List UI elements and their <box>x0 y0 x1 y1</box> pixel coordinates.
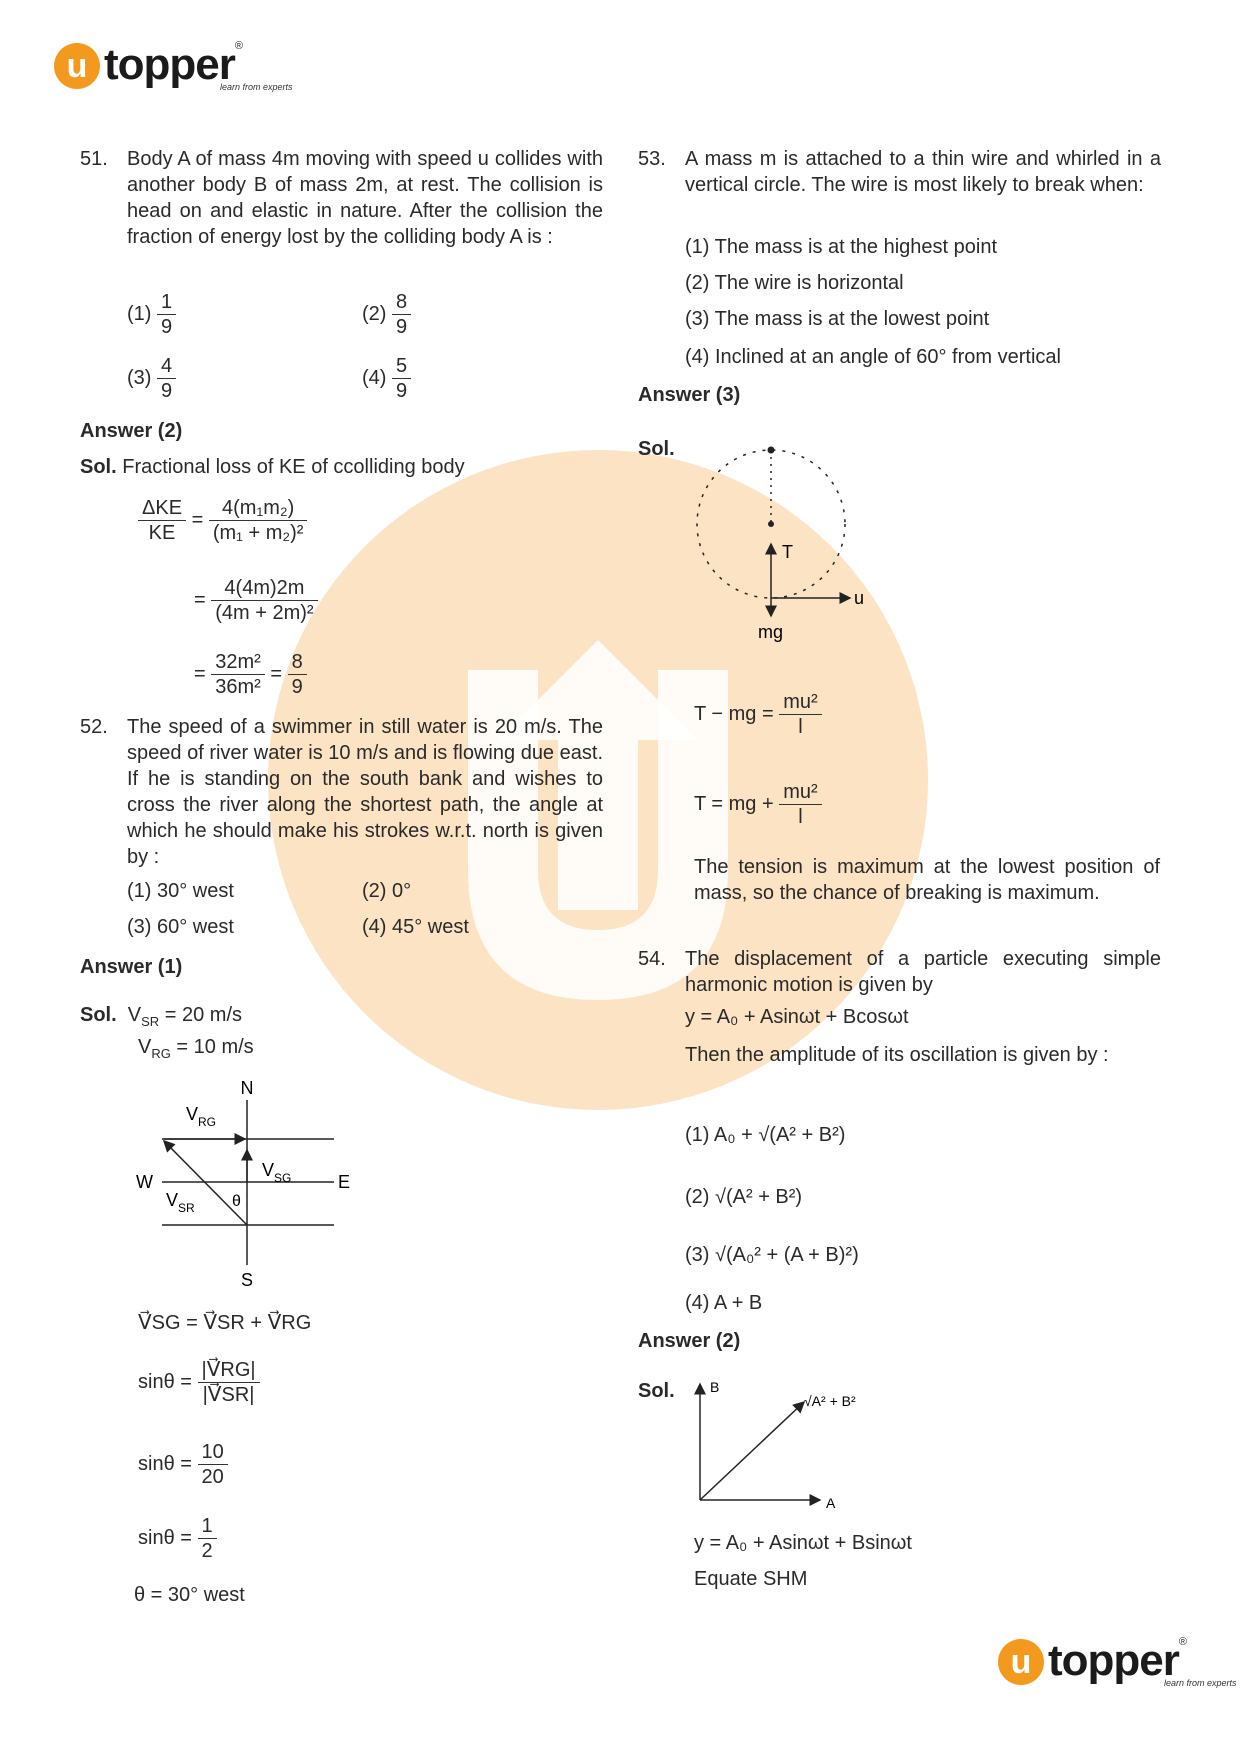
q53-option-2: (2) The wire is horizontal <box>685 272 904 294</box>
q52-sin-equation-2: sinθ = $\frac{10}{20}$ <box>138 1440 228 1489</box>
q52-option-2: (2) 0° <box>362 880 412 902</box>
diagram-vsg-label: $V_{SG}$ <box>262 1160 292 1185</box>
q51-equation-1: $\frac{\text{ΔKE}}{KE}$ = $\frac{\text{4(m₁m₂)}}{\text{(m₁ + m₂)²}}$ <box>138 496 307 545</box>
diagram-west-label: W <box>136 1172 153 1192</box>
q53-equation-1: T − mg = $\frac{\text{mu²}}{l}$ <box>694 690 822 739</box>
q53-option-4: (4) Inclined at an angle of 60° from vertical <box>685 346 1061 368</box>
q54-equation: y = A₀ + Asinωt + Bcosωt <box>685 1006 909 1028</box>
q54-text: The displacement of a particle executing simple harmonic motion is given by <box>685 948 1161 996</box>
q51-option-1: (1) $\frac{1}{9}$ <box>127 290 176 339</box>
q53-number: 53. <box>638 148 666 170</box>
q54-option-1: (1) A₀ + √(A² + B²) <box>685 1124 846 1146</box>
diagram-weight-label: mg <box>758 622 784 642</box>
q51-text: Body A of mass 4m moving with speed u collides with another body B of mass 2m, at rest. The collision is head on and elastic in nature. After the collision the fraction of energy lost by the colliding body A is : <box>127 148 603 248</box>
q54-solution-label: Sol. <box>638 1380 675 1402</box>
q51-option-3: (3) $\frac{4}{9}$ <box>127 354 176 403</box>
diagram-south-label: S <box>240 1270 254 1290</box>
header-logo <box>54 40 293 92</box>
q52-solution-vsr: Sol. $V_{SR} = 20$ m/s <box>80 1004 243 1029</box>
topper-logo-icon: u <box>998 1639 1044 1685</box>
q52-sin-equation-1: sinθ = $\frac{|V⃗RG|}{|V⃗SR|}$ <box>138 1358 260 1407</box>
q53-conclusion: The tension is maximum at the lowest position of mass, so the chance of breaking is maximum. <box>694 856 1160 904</box>
q51-answer: Answer (2) <box>80 420 183 442</box>
graph-a-label: A <box>826 1495 836 1511</box>
diagram-tension-label: T <box>782 542 793 562</box>
brand-tagline: learn from experts <box>1164 1678 1237 1688</box>
q52-vector-diagram <box>130 1080 370 1300</box>
footer-logo <box>998 1636 1237 1688</box>
diagram-vsr-label: $V_{SR}$ <box>166 1190 195 1215</box>
q52-text: The speed of a swimmer in still water is 20 m/s. The speed of river water is 10 m/s and is flowing due east. If he is standing on the south bank and wishes to cross the river along the shortest path, the angle at which he should make his strokes w.r.t. north is given by : <box>127 716 603 868</box>
q52-vector-equation: V⃗SG = V⃗SR + V⃗RG <box>138 1312 312 1334</box>
q51-equation-3: = $\frac{\text{32m²}}{\text{36m²}}$ = $\frac{8}{9}$ <box>194 650 307 699</box>
q53-option-1: (1) The mass is at the highest point <box>685 236 998 258</box>
diagram-east-label: E <box>338 1172 351 1192</box>
brand-name: topper <box>1048 1636 1179 1685</box>
q54-number: 54. <box>638 948 666 970</box>
graph-b-label: B <box>710 1379 720 1395</box>
q53-answer: Answer (3) <box>638 384 741 406</box>
diagram-theta-label: θ <box>232 1193 241 1210</box>
q52-answer: Answer (1) <box>80 956 183 978</box>
q53-equation-2: T = mg + $\frac{\text{mu²}}{l}$ <box>694 780 822 829</box>
q54-option-2: (2) √(A² + B²) <box>685 1186 803 1208</box>
q53-solution-label: Sol. <box>638 438 675 460</box>
diagram-vrg-label: $V_{RG}$ <box>186 1104 217 1129</box>
brand-name: topper <box>104 40 235 89</box>
q52-option-4: (4) 45° west <box>362 916 469 938</box>
brand-tagline: learn from experts <box>220 82 293 92</box>
q52-option-3: (3) 60° west <box>127 916 234 938</box>
q54-solution-end: Equate SHM <box>694 1568 808 1590</box>
q52-final-answer: θ = 30° west <box>134 1584 245 1606</box>
q54-option-4: (4) A + B <box>685 1292 763 1314</box>
diagram-velocity-label: u <box>854 588 865 608</box>
q54-answer: Answer (2) <box>638 1330 741 1352</box>
q52-sin-equation-3: sinθ = $\frac{1}{2}$ <box>138 1514 217 1563</box>
q52-solution-vrg: $V_{RG} = 10$ m/s <box>138 1036 254 1061</box>
q52-option-1: (1) 30° west <box>127 880 234 902</box>
q54-option-3: (3) √(A₀² + (A + B)²) <box>685 1244 859 1266</box>
q53-text: A mass m is attached to a thin wire and whirled in a vertical circle. The wire is most likely to break when: <box>685 148 1161 196</box>
q51-equation-2: = $\frac{4(4m)2m}{\text{(4m + 2m)²}}$ <box>194 576 318 625</box>
registered-mark: ® <box>234 40 243 52</box>
q54-text-2: Then the amplitude of its oscillation is given by : <box>685 1044 1109 1066</box>
graph-resultant-label: √A² + B² <box>804 1393 856 1409</box>
q51-solution: Sol. Fractional loss of KE of ccolliding body <box>80 456 465 478</box>
registered-mark: ® <box>1178 1636 1187 1648</box>
q53-circle-diagram <box>690 440 890 650</box>
q51-option-4: (4) $\frac{5}{9}$ <box>362 354 411 403</box>
q53-option-3: (3) The mass is at the lowest point <box>685 308 990 330</box>
topper-logo-icon: u <box>54 43 100 89</box>
q51-number: 51. <box>80 148 108 170</box>
q52-number: 52. <box>80 716 108 738</box>
q54-vector-graph <box>690 1374 890 1514</box>
q51-option-2: (2) $\frac{8}{9}$ <box>362 290 411 339</box>
q54-solution-equation: y = A₀ + Asinωt + Bsinωt <box>694 1532 912 1554</box>
diagram-north-label: N <box>240 1080 254 1098</box>
